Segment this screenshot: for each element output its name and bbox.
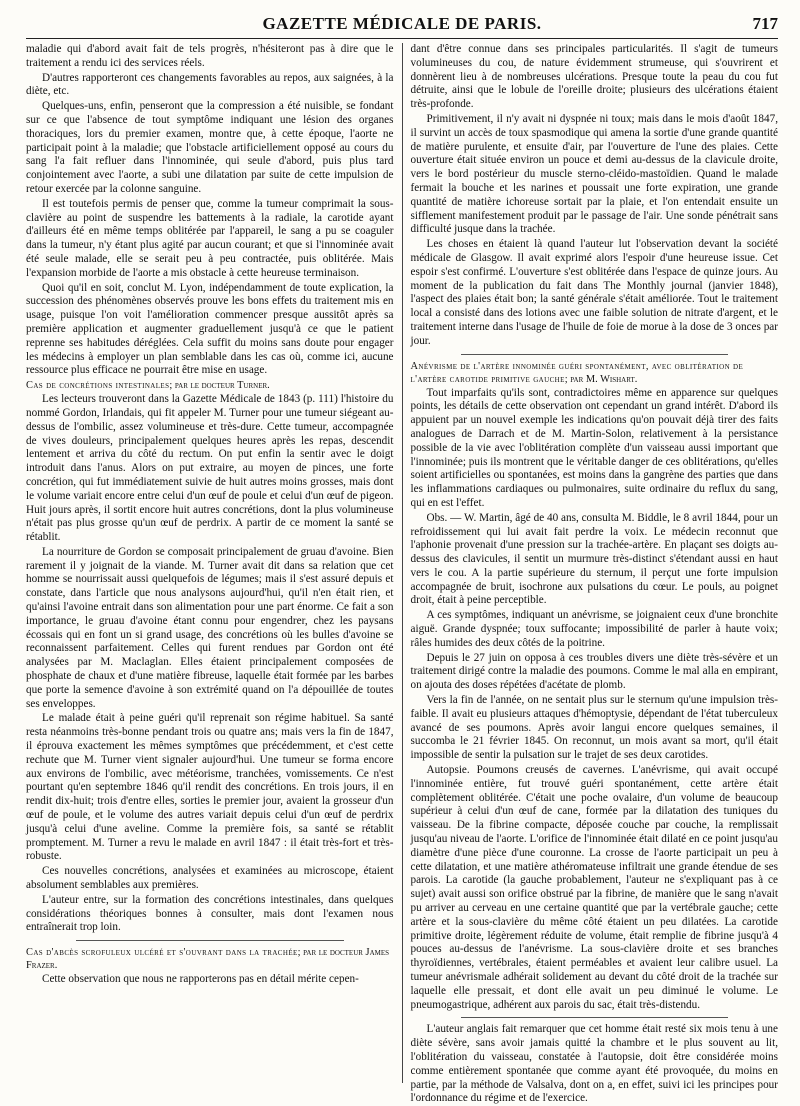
section-byline: ; par M. Wishart. [564, 373, 638, 385]
section-byline: ; par le docteur Turner. [169, 380, 270, 392]
columns [26, 43, 778, 1105]
section-heading-frazer [26, 946, 394, 972]
left-column [26, 43, 402, 1083]
paragraph: Les lecteurs trouveront dans la Gazette Médicale de 1843 (p. 111) l'histoire du nommé Gordon, Irlandais, qui fit appeler M. Turner pour une tumeur siégeant au-dessus de l'ombilic, assez volumineuse et très-dure. Cette tumeur, accompagnée de vives douleurs, principalement quelques heures après les repas, descendit lentement et arriva du côté du rectum. On put enfin la sentir avec le doigt introduit dans l'anus. Alors on put extraire, au moyen de pinces, une forte concrétion, qui fut immédiatement suivie de huit autres moins grosses, mais dont le volume variait encore entre celui d'un œuf de poule et celui d'un œuf de pigeon. Huit jours après, il sortit encore huit autres concrétions, dont la plus volumineuse n'était pas plus grosse qu'un œuf de perdrix. A partir de ce moment la santé se rétablit. [26, 393, 394, 544]
paragraph: Primitivement, il n'y avait ni dyspnée ni toux; mais dans le mois d'août 1847, il survint un accès de toux spasmodique qui amena la sortie d'une grande quantité de matière purulente, et ensuite d'air, par l'ouverture de l'une des plaies. Cette ouverture était située environ un pouce et demi au-dessus de la clavicule droite, vers le bord postérieur du muscle sterno-cléido-mastoïdien. Quand le malade fermait la bouche et les narines et poussait une forte expiration, une grande quantité de matière ichoreuse sortait par la plaie, et l'on entendait ensuite un sifflement manifestement produit par le passage de l'air. Une sonde pénétrait sans difficulté jusque dans la trachée. [410, 112, 778, 236]
paragraph: Quelques-uns, enfin, penseront que la compression a été nuisible, se fondant sur ce que l'absence de tout symptôme indiquant une lésion des organes thoraciques, lors du premier examen, montre que, à cette époque, l'aorte ne participait point à la maladie; que l'obstacle artificiellement opposé au cours du sang l'a fait refluer dans l'innominée, qui seule d'abord, puis plus tard conjointement avec l'aorte, a subi une dilatation par suite de cette impulsion de retour exercée par la colonne sanguine. [26, 100, 394, 195]
paragraph: maladie qui d'abord avait fait de tels progrès, n'hésiteront pas à dire que le traitement a rendu ici des services réels. [26, 43, 394, 69]
right-column [403, 43, 779, 1105]
section-heading-turner [26, 379, 394, 392]
page-header [26, 14, 778, 39]
paragraph: Quoi qu'il en soit, conclut M. Lyon, indépendamment de toute explication, la succession des phénomènes observés prouve les bons effets du traitement mis en usage, puisque l'on voit l'amélioration commencer presque aussitôt après sa première application et augmenter graduellement jusqu'à ce que le patient reprenne ses habitudes déréglées. Cela suffit du moins sans doute pour engager les médecins à employer un plan semblable dans les cas où, comme ici, aucune ressource plus efficace ne pourrait être mise en usage. [26, 281, 394, 377]
paragraph: Depuis le 27 juin on opposa à ces troubles divers une diète très-sévère et un traitement dirigé contre la maladie des poumons. Comme le mal alla en empirant, on ajouta des doses répétées d'acétate de plomb. [410, 651, 778, 692]
paragraph: D'autres rapporteront ces changements favorables au repos, aux saignées, à la diète, etc. [26, 71, 394, 98]
section-title: Cas de concrétions intestinales [26, 380, 170, 392]
paragraph: Vers la fin de l'année, on ne sentait plus sur le sternum qu'une impulsion très-faible. Il avait eu plusieurs attaques d'hémoptysie, dépendant de l'état tuberculeux avancé de ses poumons. Après avoir langui encore quelques semaines, il succomba le 21 février 1845. On reconnut, un mois avant sa mort, qu'il était impossible de sentir la pulsation sur le trajet de ses deux carotides. [410, 694, 778, 762]
section-heading-wishart [411, 360, 779, 386]
paragraph: Obs. — W. Martin, âgé de 40 ans, consulta M. Biddle, le 8 avril 1844, pour un refroidissement qui lui avait fait perdre la voix. Le médecin reconnut que l'aphonie provenait d'une pression sur la trachée-artère. En plaçant ses doigts au-dessus des clavicules, il sentit un murmure très-distinct s'étendant aussi en haut vers le cou. A la partie supérieure du sternum, il perçut une forte impulsion accompagnée de bruit, isochrone aux pulsations du cœur. Le pouls, au poignet droit, était à peine perceptible. [410, 511, 778, 607]
section-divider [461, 354, 729, 355]
page-number: 717 [752, 14, 778, 33]
section-divider [461, 1017, 729, 1018]
paragraph: Ces nouvelles concrétions, analysées et examinées au microscope, étaient absolument semblables aux premières. [26, 865, 394, 892]
section-title: Anévrisme de l'artère innominée guéri spontanément, avec oblitération de l'artère carotide primitive gauche [410, 360, 744, 385]
paragraph: Il est toutefois permis de penser que, comme la tumeur comprimait la sous-clavière au point de suspendre les battements à la radiale, la carotide ayant d'ailleurs été en même temps oblitérée par l'appareil, le sang a pu se coaguler dans la tumeur, n'y étant plus agité par aucun courant; et que si l'innominée avait été seule malade, elle se serait peu à peu contractée, puis oblitérée. Mais l'expansion morbide de l'aorte a mis obstacle à cette heureuse terminaison. [26, 197, 394, 279]
section-title: Cas d'abcès scrofuleux ulcéré et s'ouvrant dans la trachée [26, 947, 298, 959]
paragraph: Cette observation que nous ne rapporterons pas en détail mérite cepen- [42, 973, 359, 986]
journal-title: GAZETTE MÉDICALE DE PARIS. [262, 14, 542, 33]
paragraph: Tout imparfaits qu'ils sont, contradictoires même en apparence sur quelques points, les détails de cette observation ont cependant un grand intérêt. D'abord ils appuient par un nouvel exemple les indications qu'on pouvait déjà tirer des faits analogues de Darrach et de M. Martin-Solon, relativement à la persistance possible de la vie avec l'oblitération complète d'un vaisseau aussi important que l'innominée; puis ils montrent que le véritable danger de ces oblitérations, qu'elles soient artificielles ou spontanées, est moins dans la gangrène des parties que dans les inflammations cardiaques ou pulmonaires, suite ordinaire du reflux du sang, qui en est l'effet. [410, 386, 778, 509]
paragraph: Le malade était à peine guéri qu'il reprenait son régime habituel. Sa santé resta néanmoins très-bonne pendant trois ou quatre ans; mais vers la fin de 1847, il éprouva exactement les mêmes symptômes que précédemment, et c'est cette rechute que M. Turner vient signaler aujourd'hui. Une tumeur se forma encore aux environs de l'ombilic, avec météorisme, tranchées, vomissements. Ce n'est pourtant qu'en septembre 1846 qu'il rendit des concrétions. En trois jours, il en rendit dix-huit; trois d'entre elles, sorties le premier jour, avaient la grosseur d'un œuf de poule, et le volume des autres variait depuis celui d'un œuf de perdrix jusqu'à celui d'une aveline. Comme la première fois, sa santé se rétablit promptement. M. Turner a revu le malade en avril 1847 : il était très-fort et très-robuste. [26, 712, 394, 863]
paragraph: L'auteur anglais fait remarquer que cet homme était resté six mois tenu à une diète sévère, sans avoir jamais quitté la chambre et le plus souvent au lit, l'oblitération du vaisseau, constatée à l'autopsie, doit être considérée moins comme entièrement spontanée que comme ayant été provoquée, du moins en partie, par la méthode de Valsalva, dont on a, en effet, suivi ici les principes pour l'ordonnance du régime et de l'exercice. [410, 1023, 778, 1105]
paragraph: A ces symptômes, indiquant un anévrisme, se joignaient ceux d'une bronchite aiguë. Grande dyspnée; toux suffocante; impossibilité de parler à haute voix; râles humides des deux côtés de la poitrine. [410, 609, 778, 649]
paragraph: Les choses en étaient là quand l'auteur lut l'observation devant la société médicale de Glasgow. Il avait exprimé alors l'espoir d'une heureuse issue. Cet espoir s'est confirmé. L'ouverture s'est oblitérée dans l'espace de quinze jours. Au moment de la publication du fait dans The Monthly journal (janvier 1848), l'aspect des plaies était bon; la santé générale s'était améliorée. Tout le traitement local a consisté dans des lotions avec une faible solution de nitrate d'argent, et le traitement interne dans l'usage de l'huile de foie de morue à la dose de 3 onces par jour. [410, 238, 778, 347]
section-byline: ; par le docteur James Frazer. [26, 947, 390, 972]
paragraph: dant d'être connue dans ses principales particularités. Il s'agit de tumeurs volumineuses du cou, de nature évidemment strumeuse, qui s'ouvrirent et donnèrent lieu à de nombreuses ulcérations. Presque toute la peau du cou fut détruite, ainsi que le lobule de l'oreille droite; plusieurs des ulcérations étaient très-profonde. [410, 43, 778, 111]
section-divider [76, 940, 344, 941]
paragraph: L'auteur entre, sur la formation des concrétions intestinales, dans quelques considérations théoriques bonnes à consulter, mais dont l'examen nous entraînerait trop loin. [26, 893, 394, 934]
paragraph: Autopsie. Poumons creusés de cavernes. L'anévrisme, qui avait occupé l'innominée entière, fut trouvé guéri spontanément, cette artère était complètement oblitérée. C'était une poche ovalaire, d'un volume de beaucoup supérieur à celui d'un œuf de cane, formée par la dilatation des tuniques du vaisseau. De la fibrine compacte, déposée couche par couche, la remplissait jusqu'au niveau de l'aorte. L'orifice de l'innominée était dilaté en ce point jusqu'au diamètre d'une pièce d'une couronne. La crosse de l'aorte participait un peu à cette dilatation, et une matière athéromateuse infiltrait une grande étendue de ses parois. La carotide (la gauche probablement, l'auteur ne s'expliquant pas à ce sujet) avait aussi son orifice obstrué par la fibrine, de manière que le sang n'avait pu arriver au cerveau en une certaine quantité que par la vertébrale gauche; cette artère et la sous-clavière du même côté étaient un peu dilatées. La carotide primitive droite, légèrement réduite de volume, était remplie de fibrine jusqu'à 4 pouces au-dessus de l'anévrisme. La sous-clavière droite et ses branches thyroïdiennes, vertébrales, étaient perméables et avaient leur calibre usuel. La tumeur anévrismale adhérait solidement au devant du côté droit de la trachée sur laquelle elle pressait, et dont elle avait un peu diminué le volume. Le pneumogastrique, adhérent aux parois du sac, était très-distendu. [410, 764, 778, 1011]
paragraph: La nourriture de Gordon se composait principalement de gruau d'avoine. Bien rarement il y joignait de la viande. M. Turner avait dit dans sa relation que cet homme se nourrissait aussi quelquefois de légumes; mais il s'est assuré depuis et constate, dans l'article que nous analysons aujourd'hui, qu'il n'en était rien, et qu'ainsi l'avoine entrait dans son alimentation pour une part énorme. Ce fait a son importance, le gruau d'avoine étant connu pour engendrer, chez les paysans écossais qui en font un si grand usage, des concrétions où les bulles d'avoine se reconnaissent parfaitement. Celles qui furent rendues par Gordon ont été analysées par M. Maclaglan. Elles étaient principalement composées de phosphate de chaux et d'une matière fibreuse, laquelle était formée par les barbes que porte la semence d'avoine à son extrémité quand on l'a dépouillée de toutes ses enveloppes. [26, 545, 394, 710]
